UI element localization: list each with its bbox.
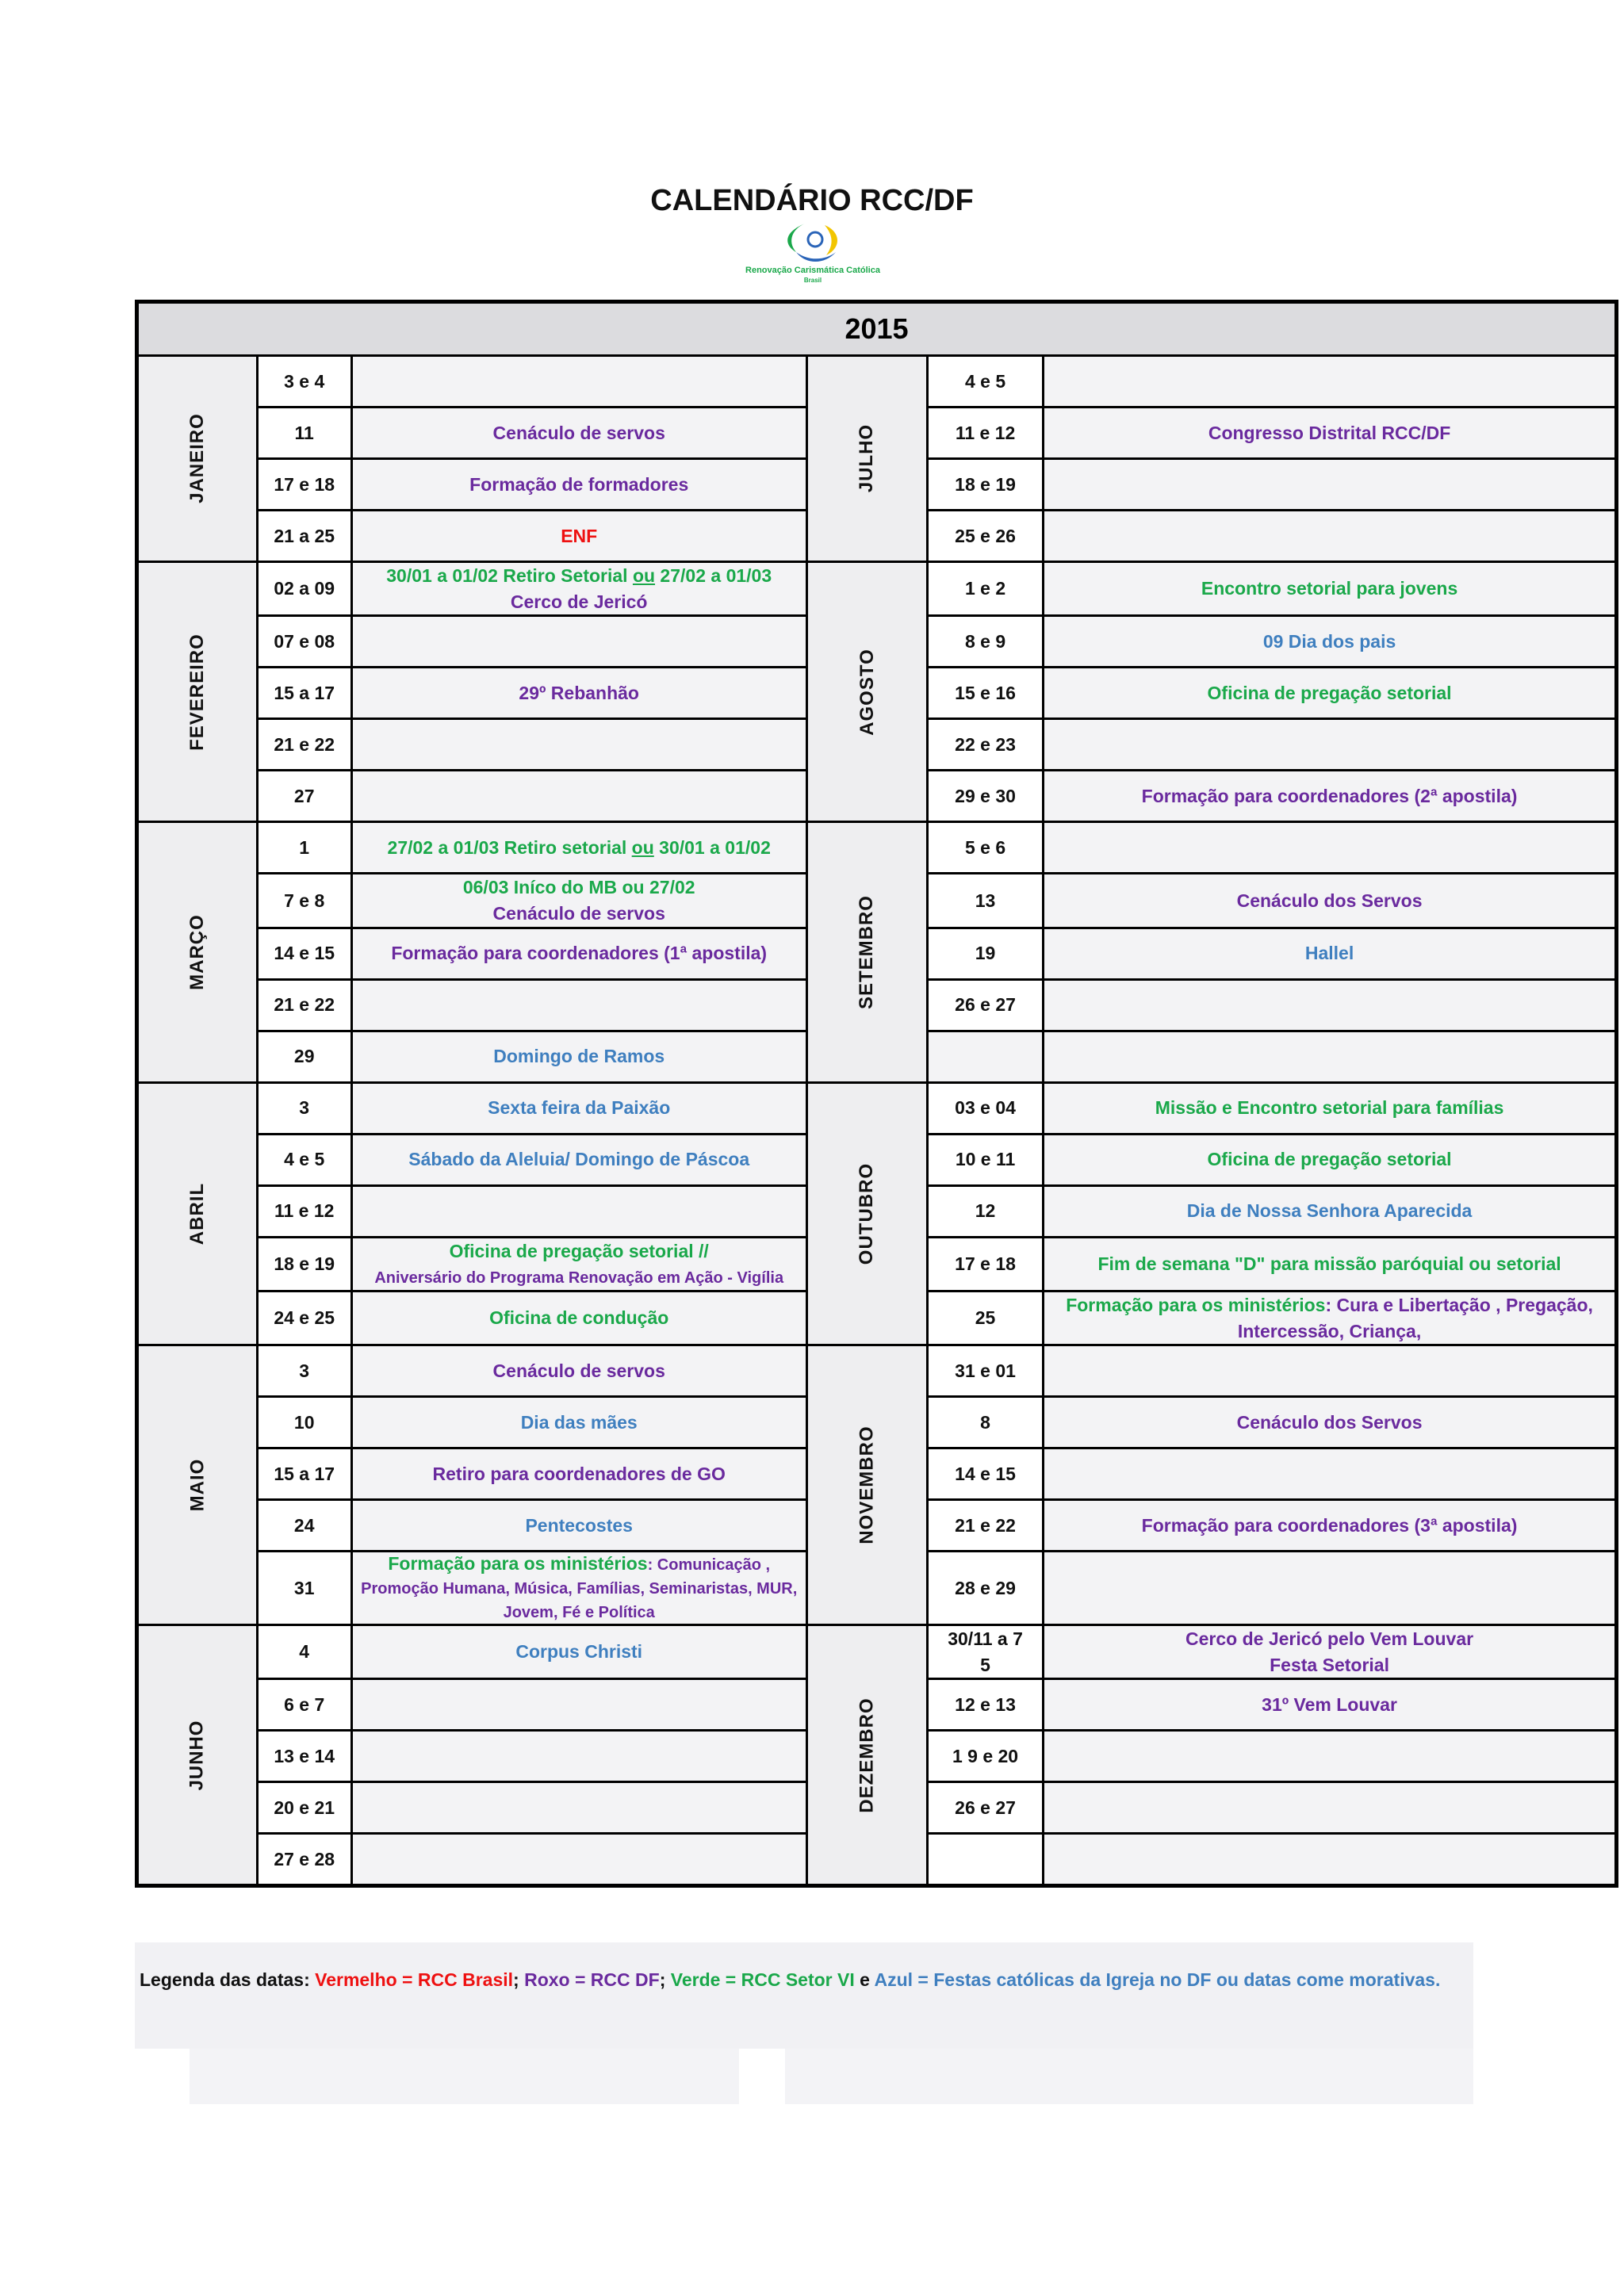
date-cell: 17 e 18	[928, 1237, 1044, 1291]
event-cell	[1044, 1731, 1617, 1782]
date-cell: 26 e 27	[928, 979, 1044, 1031]
event-cell: Sexta feira da Paixão	[351, 1082, 806, 1134]
month-marco: MARÇO	[137, 822, 258, 1082]
legend: Legenda das datas: Vermelho = RCC Brasil; Roxo = RCC DF; Verde = RCC Setor VI e Azul = Festas católicas da Igreja no DF ou datas come morativas.	[140, 1969, 1441, 1990]
rcc-logo	[730, 220, 896, 285]
event-cell: Oficina de pregação setorial // Aniversário do Programa Renovação em Ação - Vigília	[351, 1237, 806, 1291]
month-dezembro: DEZEMBRO	[806, 1624, 927, 1885]
event-cell	[351, 1834, 806, 1886]
date-cell: 4 e 5	[928, 356, 1044, 408]
event-cell: ENF	[351, 511, 806, 562]
date-cell: 6 e 7	[257, 1679, 351, 1731]
date-cell: 3	[257, 1345, 351, 1397]
date-cell: 22 e 23	[928, 719, 1044, 771]
month-novembro: NOVEMBRO	[806, 1345, 927, 1625]
date-cell: 02 a 09	[257, 562, 351, 616]
date-cell: 1 9 e 20	[928, 1731, 1044, 1782]
date-cell: 29 e 30	[928, 771, 1044, 822]
event-cell: 09 Dia dos pais	[1044, 616, 1617, 668]
date-cell: 8	[928, 1397, 1044, 1448]
date-cell: 11 e 12	[257, 1185, 351, 1237]
event-cell: Cenáculo dos Servos	[1044, 1397, 1617, 1448]
month-maio: MAIO	[137, 1345, 258, 1625]
month-setembro: SETEMBRO	[806, 822, 927, 1082]
date-cell: 27 e 28	[257, 1834, 351, 1886]
svg-text:Brasil: Brasil	[803, 277, 822, 284]
event-cell	[1044, 979, 1617, 1031]
date-cell: 21 e 22	[257, 979, 351, 1031]
date-cell: 18 e 19	[257, 1237, 351, 1291]
event-cell	[351, 356, 806, 408]
event-cell	[1044, 511, 1617, 562]
page-title: CALENDÁRIO RCC/DF	[650, 184, 974, 217]
month-fevereiro: FEVEREIRO	[137, 562, 258, 822]
date-cell: 30/11 a 7 5	[928, 1624, 1044, 1678]
date-cell: 10 e 11	[928, 1134, 1044, 1185]
date-cell: 25 e 26	[928, 511, 1044, 562]
date-cell: 1	[257, 822, 351, 874]
event-cell	[1044, 822, 1617, 874]
event-cell: Oficina de pregação setorial	[1044, 1134, 1617, 1185]
date-cell: 10	[257, 1397, 351, 1448]
month-abril: ABRIL	[137, 1082, 258, 1345]
event-cell	[351, 616, 806, 668]
date-cell: 21 e 22	[928, 1500, 1044, 1552]
legend-band	[135, 1942, 1473, 2049]
event-cell: 30/01 a 01/02 Retiro Setorial ou 27/02 a 01/03 Cerco de Jericó	[351, 562, 806, 616]
date-cell: 11 e 12	[928, 408, 1044, 459]
date-cell: 5 e 6	[928, 822, 1044, 874]
event-cell	[351, 1185, 806, 1237]
date-cell: 1 e 2	[928, 562, 1044, 616]
event-cell: 27/02 a 01/03 Retiro setorial ou 30/01 a 01/02	[351, 822, 806, 874]
event-cell: Cenáculo de servos	[351, 408, 806, 459]
date-cell: 18 e 19	[928, 459, 1044, 511]
date-cell	[928, 1834, 1044, 1886]
date-cell: 17 e 18	[257, 459, 351, 511]
event-cell: 06/03 Iníco do MB ou 27/02 Cenáculo de servos	[351, 874, 806, 928]
event-cell: Formação para coordenadores (3ª apostila)	[1044, 1500, 1617, 1552]
event-cell: Sábado da Aleluia/ Domingo de Páscoa	[351, 1134, 806, 1185]
ghost-cell	[785, 2049, 1473, 2104]
event-cell: Formação de formadores	[351, 459, 806, 511]
event-cell	[1044, 1448, 1617, 1500]
event-cell: Cerco de Jericó pelo Vem Louvar Festa Setorial	[1044, 1624, 1617, 1678]
event-cell: Formação para coordenadores (1ª apostila)	[351, 928, 806, 979]
event-cell	[351, 1782, 806, 1834]
event-cell	[1044, 356, 1617, 408]
date-cell: 07 e 08	[257, 616, 351, 668]
event-cell: Formação para coordenadores (2ª apostila)	[1044, 771, 1617, 822]
date-cell: 24	[257, 1500, 351, 1552]
date-cell: 15 e 16	[928, 668, 1044, 719]
event-cell	[351, 1731, 806, 1782]
event-cell	[1044, 459, 1617, 511]
date-cell: 4 e 5	[257, 1134, 351, 1185]
date-cell: 13 e 14	[257, 1731, 351, 1782]
date-cell: 7 e 8	[257, 874, 351, 928]
date-cell: 4	[257, 1624, 351, 1678]
event-cell: 31º Vem Louvar	[1044, 1679, 1617, 1731]
event-cell: Congresso Distrital RCC/DF	[1044, 408, 1617, 459]
date-cell: 20 e 21	[257, 1782, 351, 1834]
event-cell: Pentecostes	[351, 1500, 806, 1552]
date-cell: 13	[928, 874, 1044, 928]
month-janeiro: JANEIRO	[137, 356, 258, 562]
date-cell: 8 e 9	[928, 616, 1044, 668]
month-junho: JUNHO	[137, 1624, 258, 1885]
date-cell: 3	[257, 1082, 351, 1134]
event-cell: Cenáculo dos Servos	[1044, 874, 1617, 928]
event-cell	[1044, 1345, 1617, 1397]
date-cell: 3 e 4	[257, 356, 351, 408]
event-cell: Corpus Christi	[351, 1624, 806, 1678]
event-cell: Dia de Nossa Senhora Aparecida	[1044, 1185, 1617, 1237]
date-cell: 14 e 15	[928, 1448, 1044, 1500]
date-cell: 15 a 17	[257, 1448, 351, 1500]
event-cell	[1044, 1834, 1617, 1886]
event-cell: Formação para os ministérios: Comunicação , Promoção Humana, Música, Famílias, Seminaristas, MUR, Jovem, Fé e Política	[351, 1552, 806, 1625]
event-cell: Fim de semana "D" para missão paróquial ou setorial	[1044, 1237, 1617, 1291]
ghost-cell	[190, 2049, 739, 2104]
date-cell: 12 e 13	[928, 1679, 1044, 1731]
date-cell: 14 e 15	[257, 928, 351, 979]
date-cell: 25	[928, 1291, 1044, 1345]
date-cell: 24 e 25	[257, 1291, 351, 1345]
event-cell	[351, 1679, 806, 1731]
event-cell: Dia das mães	[351, 1397, 806, 1448]
date-cell: 19	[928, 928, 1044, 979]
date-cell: 28 e 29	[928, 1552, 1044, 1625]
event-cell: Formação para os ministérios: Cura e Libertação , Pregação, Intercessão, Criança,	[1044, 1291, 1617, 1345]
event-cell	[1044, 1031, 1617, 1082]
date-cell: 12	[928, 1185, 1044, 1237]
event-cell: Oficina de condução	[351, 1291, 806, 1345]
calendar-table	[135, 300, 1618, 1888]
month-outubro: OUTUBRO	[806, 1082, 927, 1345]
date-cell: 21 e 22	[257, 719, 351, 771]
event-cell	[351, 771, 806, 822]
event-cell: Oficina de pregação setorial	[1044, 668, 1617, 719]
event-cell: Hallel	[1044, 928, 1617, 979]
event-cell	[351, 719, 806, 771]
date-cell: 11	[257, 408, 351, 459]
event-cell	[1044, 1552, 1617, 1625]
date-cell: 29	[257, 1031, 351, 1082]
month-julho: JULHO	[806, 356, 927, 562]
event-cell	[1044, 719, 1617, 771]
event-cell: 29º Rebanhão	[351, 668, 806, 719]
date-cell: 27	[257, 771, 351, 822]
event-cell	[1044, 1782, 1617, 1834]
date-cell: 31	[257, 1552, 351, 1625]
event-cell: Domingo de Ramos	[351, 1031, 806, 1082]
date-cell: 26 e 27	[928, 1782, 1044, 1834]
date-cell: 31 e 01	[928, 1345, 1044, 1397]
date-cell: 21 a 25	[257, 511, 351, 562]
event-cell: Missão e Encontro setorial para famílias	[1044, 1082, 1617, 1134]
month-agosto: AGOSTO	[806, 562, 927, 822]
date-cell: 15 a 17	[257, 668, 351, 719]
svg-text:Renovação Carismática Católica: Renovação Carismática Católica	[745, 266, 880, 275]
date-cell: 03 e 04	[928, 1082, 1044, 1134]
event-cell	[351, 979, 806, 1031]
event-cell: Cenáculo de servos	[351, 1345, 806, 1397]
date-cell	[928, 1031, 1044, 1082]
year-header: 2015	[137, 302, 1617, 356]
event-cell: Encontro setorial para jovens	[1044, 562, 1617, 616]
event-cell: Retiro para coordenadores de GO	[351, 1448, 806, 1500]
